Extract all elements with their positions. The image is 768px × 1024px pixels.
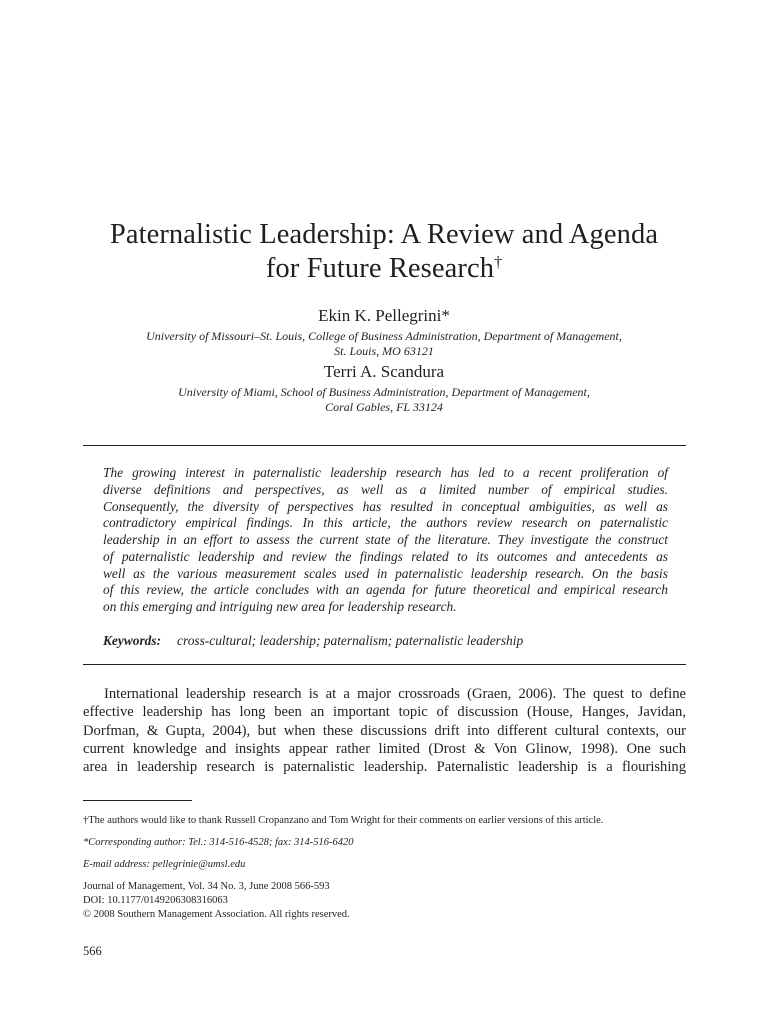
body-line: International leadership research is at a major crossroads (Graen, 2006). The quest to define bbox=[104, 686, 686, 702]
author-affiliation-1 bbox=[0, 329, 768, 359]
author-name-2: Terri A. Scandura bbox=[323, 362, 445, 381]
footnote-email: E-mail address: pellegrinie@umsl.edu bbox=[83, 859, 246, 870]
abstract-line: of paternalistic leadership and review the findings related to its outcomes and antecedents as bbox=[103, 548, 668, 564]
keywords-label: Keywords: bbox=[103, 633, 162, 648]
affiliation-2-line-2: Coral Gables, FL 33124 bbox=[325, 400, 443, 414]
abstract-line: of this review, the article concludes with an agenda for future theoretical and empirical research bbox=[103, 582, 668, 598]
title-line-1: Paternalistic Leadership: A Review and Agenda bbox=[109, 219, 659, 250]
keywords-list: cross-cultural; leadership; paternalism; paternalistic leadership bbox=[177, 633, 524, 648]
title-line-2 bbox=[0, 252, 768, 286]
abstract-top-rule bbox=[83, 445, 686, 446]
abstract-line: well as the various measurement scales used in paternalistic leadership research. On the basis bbox=[103, 565, 668, 581]
body-line: Dorfman, & Gupta, 2004), but when these discussions drift into different cultural contexts, our bbox=[83, 722, 686, 739]
title-footnote-mark: † bbox=[494, 254, 503, 271]
paper-title bbox=[0, 218, 768, 286]
abstract-line: The growing interest in paternalistic leadership research has led to a recent proliferation of bbox=[103, 465, 668, 480]
doi: DOI: 10.1177/0149206308316063 bbox=[83, 895, 228, 906]
abstract-bottom-rule bbox=[83, 664, 686, 665]
affiliation-1-line-1: University of Missouri–St. Louis, College of Business Administration, Department of Management, bbox=[146, 329, 622, 343]
abstract-line: leadership in an effort to assess the current state of the literature. They investigate the construct bbox=[103, 532, 668, 547]
abstract-line: contradictory empirical findings. In this article, the authors review research on paternalistic bbox=[103, 515, 668, 531]
footnote-acknowledgment: †The authors would like to thank Russell Cropanzano and Tom Wright for their comments on earlier versions of this article. bbox=[83, 815, 604, 826]
affiliation-1-line-2: St. Louis, MO 63121 bbox=[334, 344, 434, 358]
copyright: © 2008 Southern Management Association. All rights reserved. bbox=[83, 909, 350, 920]
footnote-rule bbox=[83, 800, 192, 801]
journal-citation: Journal of Management, Vol. 34 No. 3, June 2008 566-593 bbox=[83, 881, 330, 892]
author-name-1: Ekin K. Pellegrini* bbox=[318, 306, 450, 325]
footnote-corresponding-author: *Corresponding author: Tel.: 314-516-4528; fax: 314-516-6420 bbox=[83, 837, 354, 848]
affiliation-2-line-1: University of Miami, School of Business Administration, Department of Management, bbox=[178, 385, 590, 399]
body-line: current knowledge and insights appear rather limited (Drost & Von Glinow, 1998). One such bbox=[83, 740, 686, 757]
abstract-line: Consequently, the diversity of perspectives has resulted in conceptual ambiguities, as well as bbox=[103, 498, 668, 514]
body-line: area in leadership research is paternalistic leadership. Paternalistic leadership is a flourishing bbox=[83, 759, 686, 776]
abstract-line: diverse definitions and perspectives, as well as a limited number of empirical studies. bbox=[103, 481, 668, 497]
abstract-line: on this emerging and intriguing new area for leadership research. bbox=[103, 599, 457, 614]
abstract bbox=[103, 465, 668, 616]
author-affiliation-2 bbox=[0, 385, 768, 415]
body-line: effective leadership has long been an important topic of discussion (House, Hanges, Javidan, bbox=[83, 704, 686, 721]
page-number: 566 bbox=[83, 944, 102, 958]
title-line-2-text: for Future Research bbox=[265, 253, 495, 284]
body-paragraph bbox=[83, 685, 686, 776]
keywords bbox=[103, 632, 683, 649]
